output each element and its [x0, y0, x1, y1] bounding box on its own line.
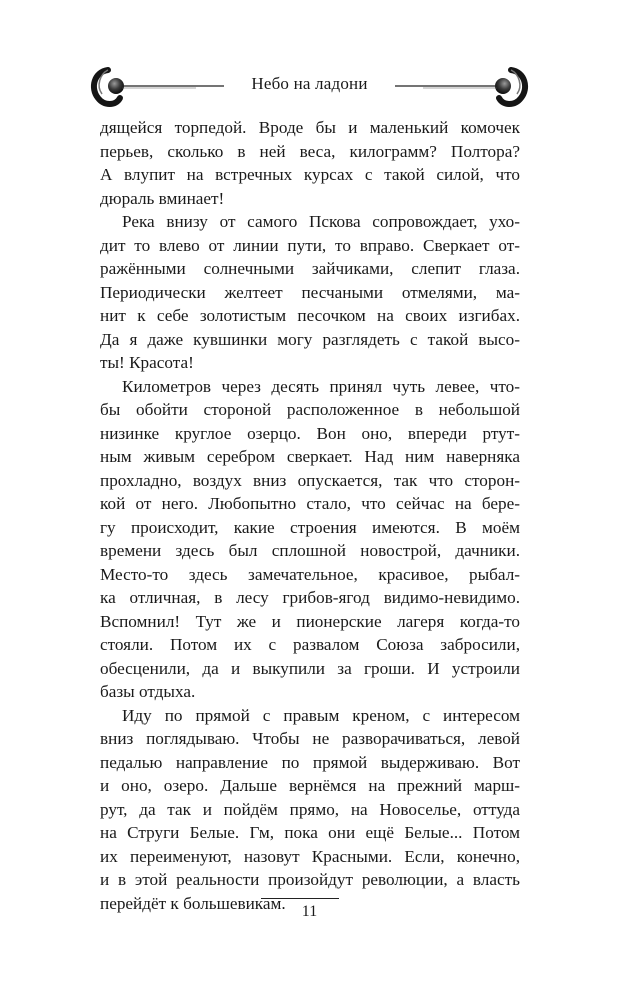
- text-line: и в этой реальности произойдут революции, а власть: [100, 870, 520, 889]
- text-line: ным живым серебром сверкает. Над ним наверняка: [100, 447, 520, 466]
- text-line: Место-то здесь замечательное, красивое, рыбал-: [100, 564, 520, 584]
- text-line: перьев, сколько в ней веса, килограмм? Полтора?: [100, 141, 520, 161]
- footer-rule: [261, 898, 339, 899]
- text-line: вниз поглядываю. Чтобы не разворачиваться, левой: [100, 729, 520, 748]
- text-line: Периодически желтеет песчаными отмелями, ма-: [100, 282, 520, 302]
- text-line: низинке круглое озерцо. Вон оно, впереди ртут-: [100, 423, 520, 443]
- text-line: Да я даже кувшинки могу разглядеть с такой высо-: [100, 329, 520, 349]
- text-line: Километров через десять принял чуть левее, что-: [122, 376, 520, 396]
- text-line: базы отдыха.: [100, 682, 196, 701]
- paragraph: [100, 116, 520, 210]
- text-line: прохладно, воздух вниз опускается, так что сторон-: [100, 470, 520, 490]
- running-header: [0, 58, 619, 118]
- text-line: нит к себе золотистым песочком на своих изгибах.: [100, 306, 520, 325]
- text-line: рут, да так и пойдём прямо, на Новоселье, оттуда: [100, 799, 520, 819]
- text-line: ты! Красота!: [100, 353, 194, 372]
- paragraph: [100, 375, 520, 704]
- text-line: Река внизу от самого Пскова сопровождает, ухо-: [122, 212, 520, 231]
- text-line: Иду по прямой с правым креном, с интересом: [122, 705, 520, 725]
- body-text: [100, 116, 520, 915]
- text-line: Вспомнил! Тут же и пионерские лагеря когда-то: [100, 611, 520, 631]
- paragraph: [100, 210, 520, 375]
- text-line: на Струги Белые. Гм, пока они ещё Белые... Потом: [100, 823, 520, 842]
- text-line: ка отличная, в лесу грибов-ягод видимо-невидимо.: [100, 588, 520, 607]
- text-line: педалью направление по прямой выдерживаю. Вот: [100, 752, 520, 772]
- text-line: времени здесь был сплошной новострой, дачники.: [100, 541, 520, 560]
- text-line: дюраль вминает!: [100, 188, 225, 208]
- paragraph: [100, 704, 520, 916]
- text-line: А влупит на встречных курсах с такой силой, что: [100, 165, 520, 184]
- text-line: дит то влево от линии пути, то вправо. Сверкает от-: [100, 235, 520, 255]
- running-title: Небо на ладони: [251, 74, 368, 93]
- page-number: 11: [301, 903, 318, 920]
- text-line: стояли. Потом их с развалом Союза забросили,: [100, 635, 520, 654]
- text-line: перейдёт к большевикам.: [100, 893, 286, 913]
- text-line: дящейся торпедой. Вроде бы и маленький комочек: [100, 118, 520, 137]
- text-line: ражёнными солнечными зайчиками, слепит глаза.: [100, 259, 520, 278]
- text-line: бы обойти стороной расположенное в небольшой: [100, 400, 520, 419]
- text-line: и оно, озеро. Дальше вернёмся на прежний марш-: [100, 776, 520, 795]
- swirl-ornament-icon: [393, 58, 533, 118]
- text-line: обесценили, да и выкупили за гроши. И устроили: [100, 658, 520, 678]
- text-line: кой от него. Любопытно стало, что сейчас на бере-: [100, 494, 520, 513]
- text-line: их переименуют, назовут Красными. Если, конечно,: [100, 846, 520, 866]
- text-line: гу происходит, какие строения имеются. В моём: [100, 517, 520, 537]
